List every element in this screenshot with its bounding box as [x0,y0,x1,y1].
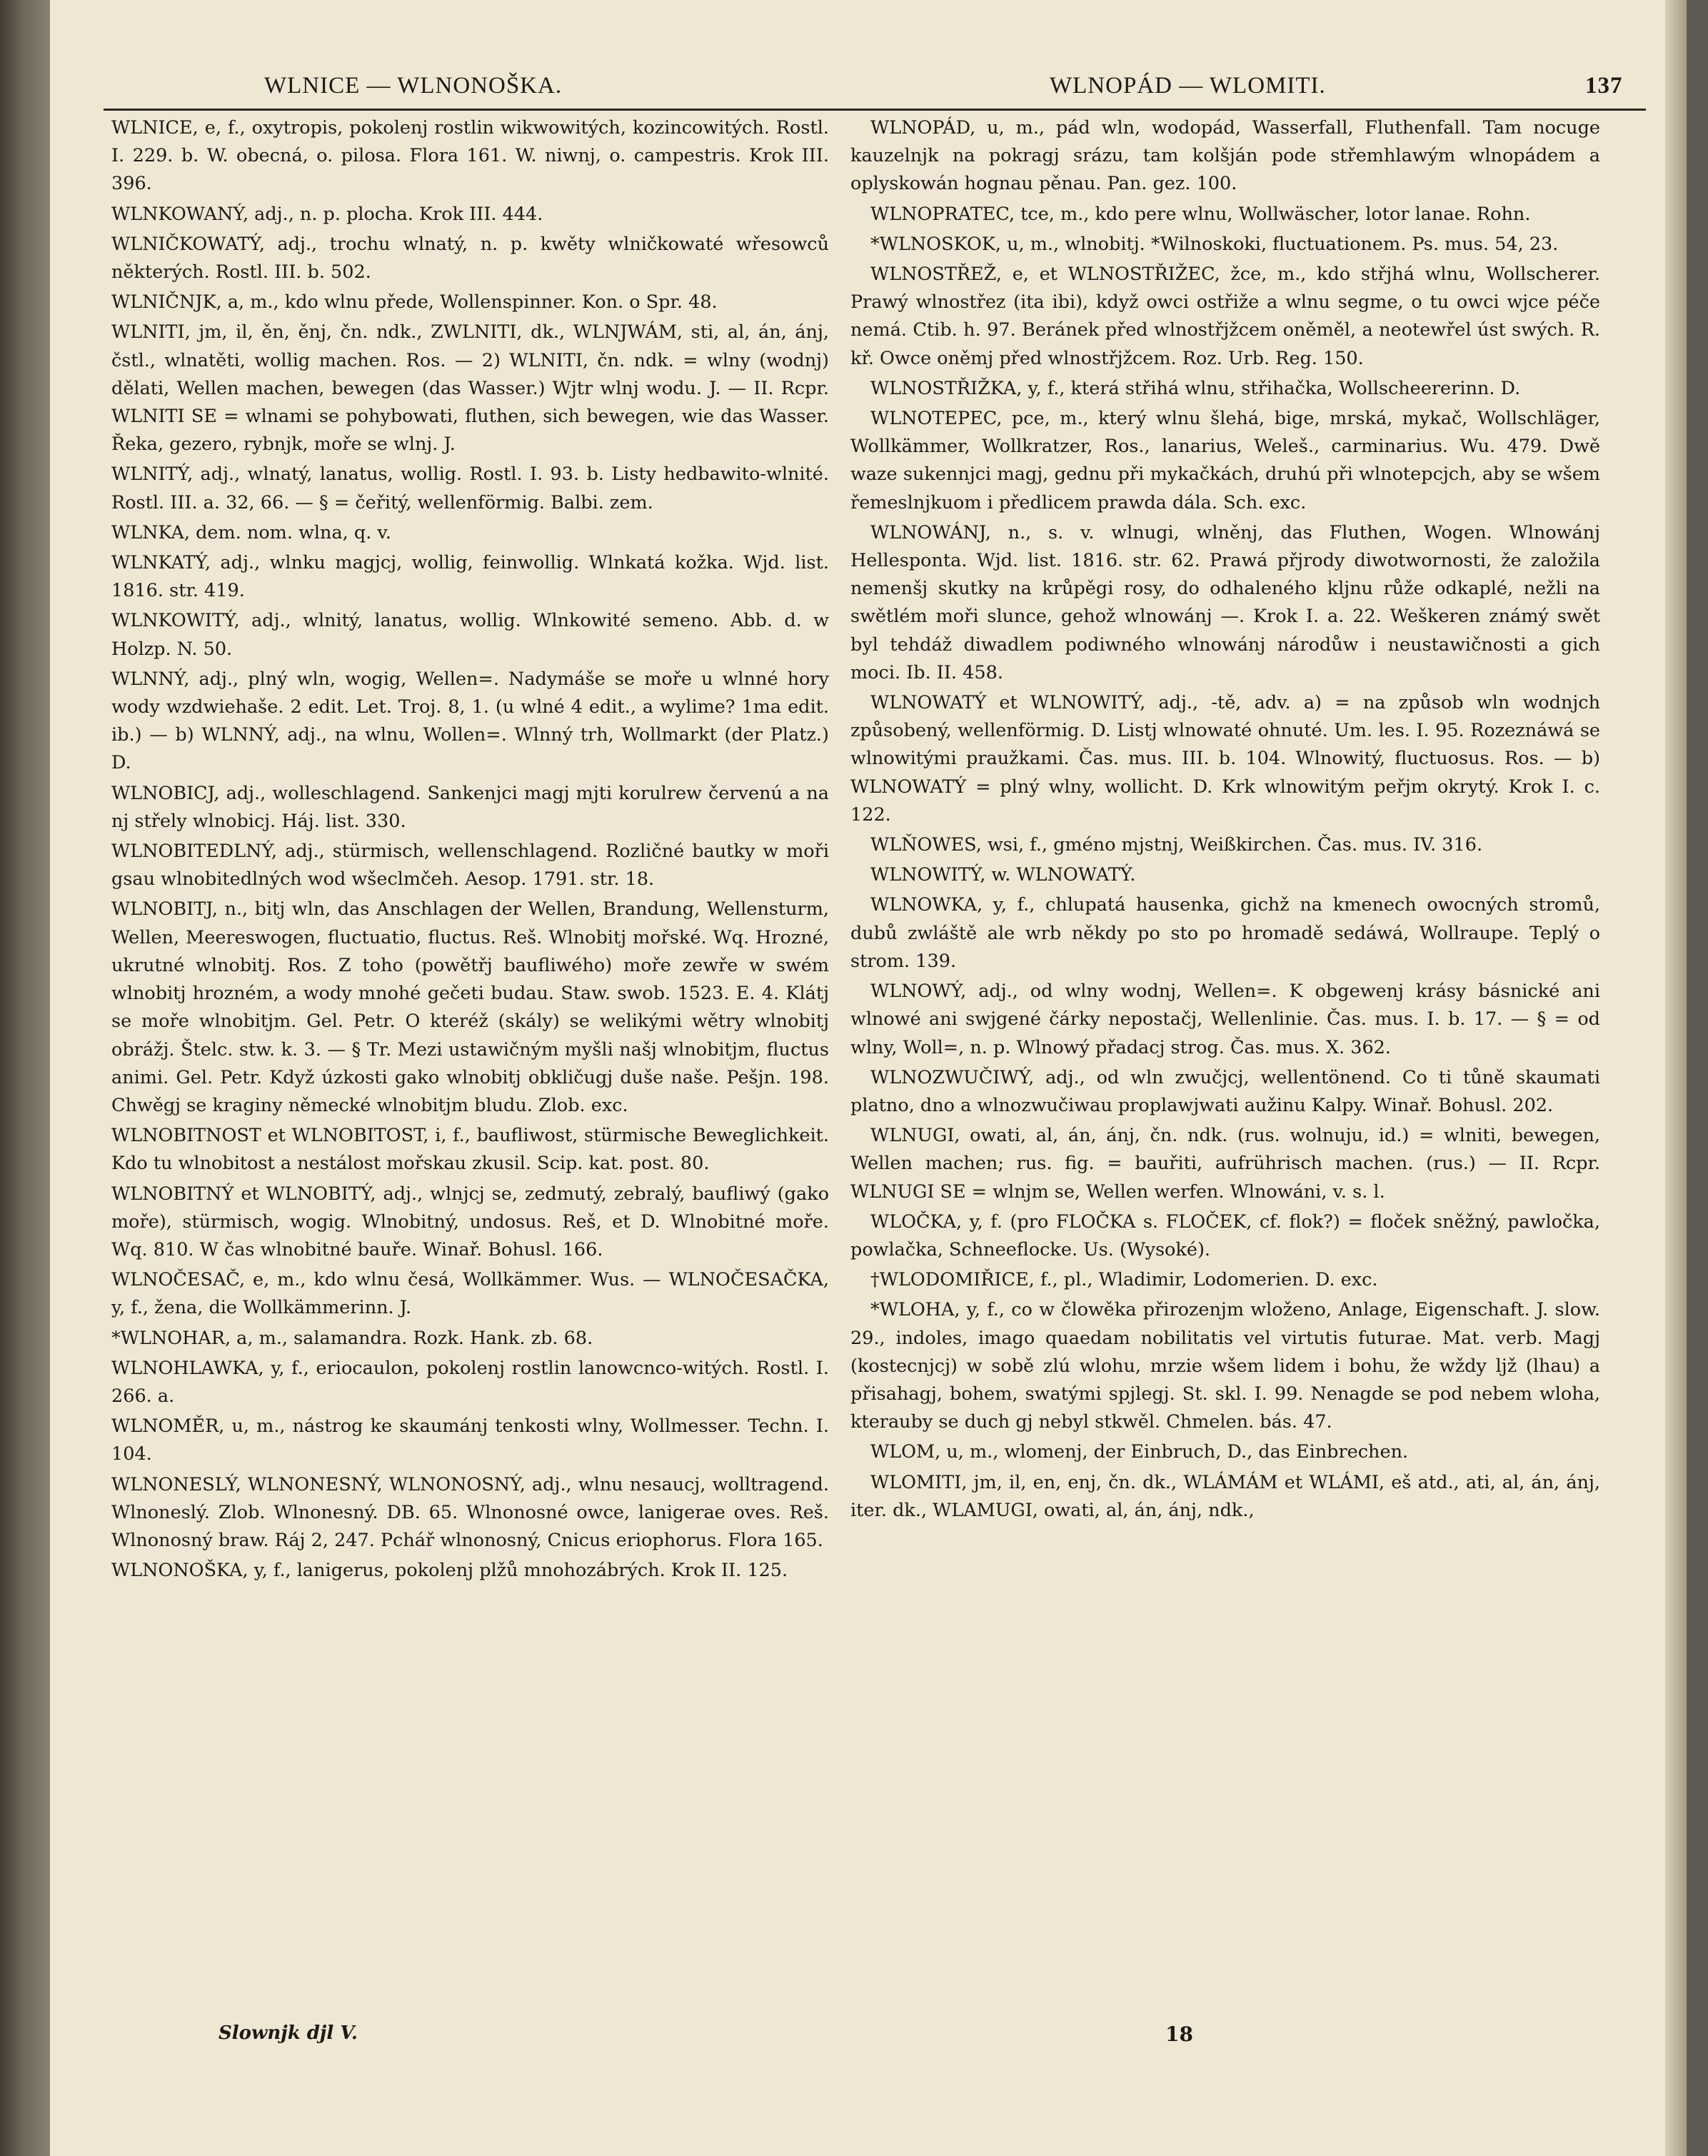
dictionary-entry: WLNITÝ, adj., wlnatý, lanatus, wollig. Rostl. I. 93. b. Listy hedbawito-wlnité. Rostl. III. a. 32, 66. — § = čeřitý, wellenförmig. Balbi. zem. [111,463,829,513]
dictionary-entry: WLOM, u, m., wlomenj, der Einbruch, D., das Einbrechen. [870,1441,1409,1463]
dictionary-entry: WLNONOŠKA, y, f., lanigerus, pokolenj plžů mnohozábrých. Krok II. 125. [111,1560,788,1582]
dictionary-entry: *WLOHA, y, f., co w člowěka přirozenjm wloženo, Anlage, Eigenschaft. J. slow. 29., indoles, imago quaedam nobilitatis vel virtutis futurae. Mat. verb. Magj (kostecnjcj) w sobě zlú wlohu, mrzie wšem lidem i bohu, že wždy ljž (lhau) a přisahagj, bohem, swatými spjlegj. St. skl. I. 99. Nenagde se pod nebem wloha, kterauby se duch gj nebyl stkwěl. Chmelen. bás. 47. [850,1299,1600,1433]
dictionary-entry: WLNOWÁNJ, n., s. v. wlnugi, wlněnj, das Fluthen, Wogen. Wlnowánj Hellesponta. Wjd. list. 1816. str. 62. Prawá přjrody diwotwornosti, že založila nemenšj skutky na krůpěgi rosy, do odhaleného kljnu růže odkaplé, nežli na swětlém moři slunce, gehož wlnowánj —. Krok I. a. 22. Weškeren známý swět byl tehdáž diwadlem podiwného wlnowánj národůw i neustawičnosti a gich moci. Ib. II. 458. [850,521,1600,683]
dictionary-entry: WLNOBITNOST et WLNOBITOST, i, f., baufliwost, stürmische Beweglichkeit. Kdo tu wlnobitost a nestálost mořskau zkusil. Scip. kat. post. 80. [111,1125,829,1175]
dictionary-entry: *WLNOHAR, a, m., salamandra. Rozk. Hank. zb. 68. [111,1327,593,1349]
dictionary-entry: WLNOBICJ, adj., wolleschlagend. Sankenjci magj mjti korulrew červenú a na nj střely wlnobicj. Háj. list. 330. [111,782,829,832]
dictionary-entry: WLNKATÝ, adj., wlnku magjcj, wollig, feinwollig. Wlnkatá kožka. Wjd. list. 1816. str. 419. [111,552,829,602]
dictionary-entry: WLNOHLAWKA, y, f., eriocaulon, pokolenj rostlin lanowcnco-witých. Rostl. I. 266. a. [111,1357,829,1407]
dictionary-entry: WLNOWITÝ, w. WLNOWATÝ. [870,864,1136,886]
page-edge [1665,0,1687,2156]
dictionary-entry: WLOČKA, y, f. (pro FLOČKA s. FLOČEK, cf. flok?) = floček sněžný, pawločka, powlačka, Schneeflocke. Us. (Wysoké). [850,1210,1600,1260]
dictionary-entry: WLNOČESAČ, e, m., kdo wlnu česá, Wollkämmer. Wus. — WLNOČESAČKA, y, f., žena, die Wollkämmerinn. J. [111,1269,829,1319]
dictionary-entry: WLNUGI, owati, al, án, ánj, čn. ndk. (rus. wolnuju, id.) = wlniti, bewegen, Wellen machen; rus. fig. = bauřiti, aufrührisch machen. (rus.) — II. Rcpr. WLNUGI SE = wlnjm se, Wellen werfen. Wlnowáni, v. s. l. [850,1125,1600,1203]
right-column [850,114,1600,1527]
dictionary-entry: WLNOSTŘIŽKA, y, f., která střihá wlnu, střihačka, Wollscheererinn. D. [870,377,1521,399]
dictionary-entry: WLNKOWANÝ, adj., n. p. plocha. Krok III. 444. [111,203,543,225]
dictionary-entry: WLNITI, jm, il, ěn, ěnj, čn. ndk., ZWLNITI, dk., WLNJWÁM, sti, al, án, ánj, čstl., wlnatěti, wollig machen. Ros. — 2) WLNITI, čn. ndk. = wlny (wodnj) dělati, Wellen machen, bewegen (das Wasser.) Wjtr wlnj wodu. J. — II. Rcpr. WLNITI SE = wlnami se pohybowati, fluthen, sich bewegen, wie das Wasser. Řeka, gezero, rybnjk, moře se wlnj. J. [111,321,829,456]
left-running-title: WLNICE — WLNONOŠKA. [264,73,563,99]
dictionary-entry: WLNOTEPEC, pce, m., který wlnu šlehá, bige, mrská, mykač, Wollschläger, Wollkämmer, Wollkratzer, Ros., lanarius, Weleš., carminarius. Wu. 479. Dwě waze sukennjci magj, gednu při mykačkách, druhú při wlnotepcjch, aby se wšem řemeslnjkuom i předlicem prawda dála. Sch. exc. [850,408,1600,513]
dictionary-entry: WLNOZWUČIWÝ, adj., od wln zwučjcj, wellentönend. Co ti tůně skaumati platno, dno a wlnozwučiwau proplawjwati aužinu Kalpy. Winař. Bohusl. 202. [850,1066,1600,1116]
dictionary-entry: WLNOBITEDLNÝ, adj., stürmisch, wellenschlagend. Rozličné bautky w moři gsau wlnobitedlných wod wšeclmčeh. Aesop. 1791. str. 18. [111,841,829,891]
dictionary-entry: WLOMITI, jm, il, en, enj, čn. dk., WLÁMÁM et WLÁMI, eš atd., ati, al, án, ánj, iter. dk., WLAMUGI, owati, al, án, ánj, ndk., [850,1471,1600,1521]
book-gutter [0,0,50,2156]
dictionary-entry: WLNONESLÝ, WLNONESNÝ, WLNONOSNÝ, adj., wlnu nesaucj, wolltragend. Wlnoneslý. Zlob. Wlnonesný. DB. 65. Wlnonosné owce, lanigerae oves. Reš. Wlnonosný braw. Ráj 2, 247. Pchář wlnonosný, Cnicus eriophorus. Flora 165. [111,1473,829,1551]
signature-mark: Slownjk djl V. [218,2022,358,2044]
dictionary-entry: WLNNÝ, adj., plný wln, wogig, Wellen=. Nadymáše se moře u wlnné hory wody wzdwiehaše. 2 edit. Let. Troj. 8, 1. (u wlné 4 edit., a wylime? 1ma edit. ib.) — b) WLNNÝ, adj., na wlnu, Wollen=. Wlnný trh, Wollmarkt (der Platz.) D. [111,668,829,774]
dictionary-entry: WLNOMĚR, u, m., nástrog ke skaumánj tenkosti wlny, Wollmesser. Techn. I. 104. [111,1415,829,1465]
dictionary-page [50,0,1687,2156]
header-rule [104,109,1646,111]
dictionary-entry: WLNOSTŘEŽ, e, et WLNOSTŘIŽEC, žce, m., kdo střjhá wlnu, Wollscherer. Prawý wlnostřez (ita ibi), když owci ostřiže a wlnu segme, o tu owci wjce péče nemá. Ctib. h. 97. Beránek před wlnostřjžcem oněměl, a neotewřel úst swých. R. kř. Owce oněmj před wlnostřjžcem. Roz. Urb. Reg. 150. [850,264,1600,369]
dictionary-entry: WLNOPRATEC, tce, m., kdo pere wlnu, Wollwäscher, lotor lanae. Rohn. [870,203,1531,225]
dictionary-entry: WLNOWÝ, adj., od wlny wodnj, Wellen=. K obgewenj krásy básnické ani wlnowé ani swjgené čárky nepostačj, Wellenlinie. Čas. mus. I. b. 17. — § = od wlny, Woll=, n. p. Wlnowý přadacj strog. Čas. mus. X. 362. [850,981,1600,1058]
dictionary-entry: *WLNOSKOK, u, m., wlnobitj. *Wilnoskoki, fluctuationem. Ps. mus. 54, 23. [870,233,1559,255]
page-number: 137 [1585,73,1623,99]
dictionary-entry: WLNOPÁD, u, m., pád wln, wodopád, Wasserfall, Fluthenfall. Tam nocuge kauzelnjk na pokragj srázu, tam kolšján pode střemhlawým wlnopádem a oplyskowán hognau pěnau. Pan. gez. 100. [850,117,1600,195]
sheet-number: 18 [1165,2022,1193,2046]
dictionary-entry: WLNKA, dem. nom. wlna, q. v. [111,521,391,543]
dictionary-entry: †WLODOMIŘICE, f., pl., Wladimir, Lodomerien. D. exc. [870,1269,1378,1291]
dictionary-entry: WLNOWATÝ et WLNOWITÝ, adj., -tě, adv. a) = na způsob wln wodnjch způsobený, wellenförmig. D. Listj wlnowaté ohnuté. Um. les. I. 95. Rozeznáwá se wlnowitými praužkami. Čas. mus. III. b. 104. Wlnowitý, fluctuosus. Ros. — b) WLNOWATÝ = plný wlny, wollicht. D. Krk wlnowitým peřjm okrytý. Krok I. c. 122. [850,692,1600,826]
dictionary-entry: WLNOWKA, y, f., chlupatá hausenka, gichž na kmenech owocných stromů, dubů zwláště ale wrb někdy po sto po hromadě sedáwá, Wollraupe. Teplý o strom. 139. [850,894,1600,972]
dictionary-entry: WLNIČKOWATÝ, adj., trochu wlnatý, n. p. kwěty wlničkowaté wřesowců některých. Rostl. III. b. 502. [111,233,829,284]
dictionary-entry: WLNOBITJ, n., bitj wln, das Anschlagen der Wellen, Brandung, Wellensturm, Wellen, Meereswogen, fluctuatio, fluctus. Reš. Wlnobitj mořské. Wq. Hrozné, ukrutné wlnobitj. Ros. Z toho (powětřj baufliwého) moře zewře w swém wlnobitj hrozném, a wody mnohé gečeti budau. Staw. swob. 1523. E. 4. Klátj se moře wlnobitjm. Gel. Petr. O kteréž (skály) se welikými wětry wlnobitj obrážj. Štelc. stw. k. 3. — § Tr. Mezi ustawičným myšli našj wlnobitjm, fluctus animi. Gel. Petr. Když úzkosti gako wlnobitj obkličugj duše naše. Pešjn. 198. Chwěgj se kraginy německé wlnobitjm bludu. Zlob. exc. [111,898,829,1116]
dictionary-entry: WLŇOWES, wsi, f., gméno mjstnj, Weißkirchen. Čas. mus. IV. 316. [870,834,1483,856]
left-column [111,114,829,1587]
right-running-title: WLNOPÁD — WLOMITI. [1050,73,1326,99]
dictionary-entry: WLNKOWITÝ, adj., wlnitý, lanatus, wollig. Wlnkowité semeno. Abb. d. w Holzp. N. 50. [111,610,829,660]
dictionary-entry: WLNIČNJK, a, m., kdo wlnu přede, Wollenspinner. Kon. o Spr. 48. [111,291,718,314]
running-header [50,63,1687,106]
dictionary-entry: WLNOBITNÝ et WLNOBITÝ, adj., wlnjcj se, zedmutý, zebralý, baufliwý (gako moře), stürmisch, wogig. Wlnobitný, undosus. Reš, et D. Wlnobitné moře. Wq. 810. W čas wlnobitné bauře. Winař. Bohusl. 166. [111,1183,829,1260]
dictionary-entry: WLNICE, e, f., oxytropis, pokolenj rostlin wikwowitých, kozincowitých. Rostl. I. 229. b. W. obecná, o. pilosa. Flora 161. W. niwnj, o. campestris. Krok III. 396. [111,117,829,195]
